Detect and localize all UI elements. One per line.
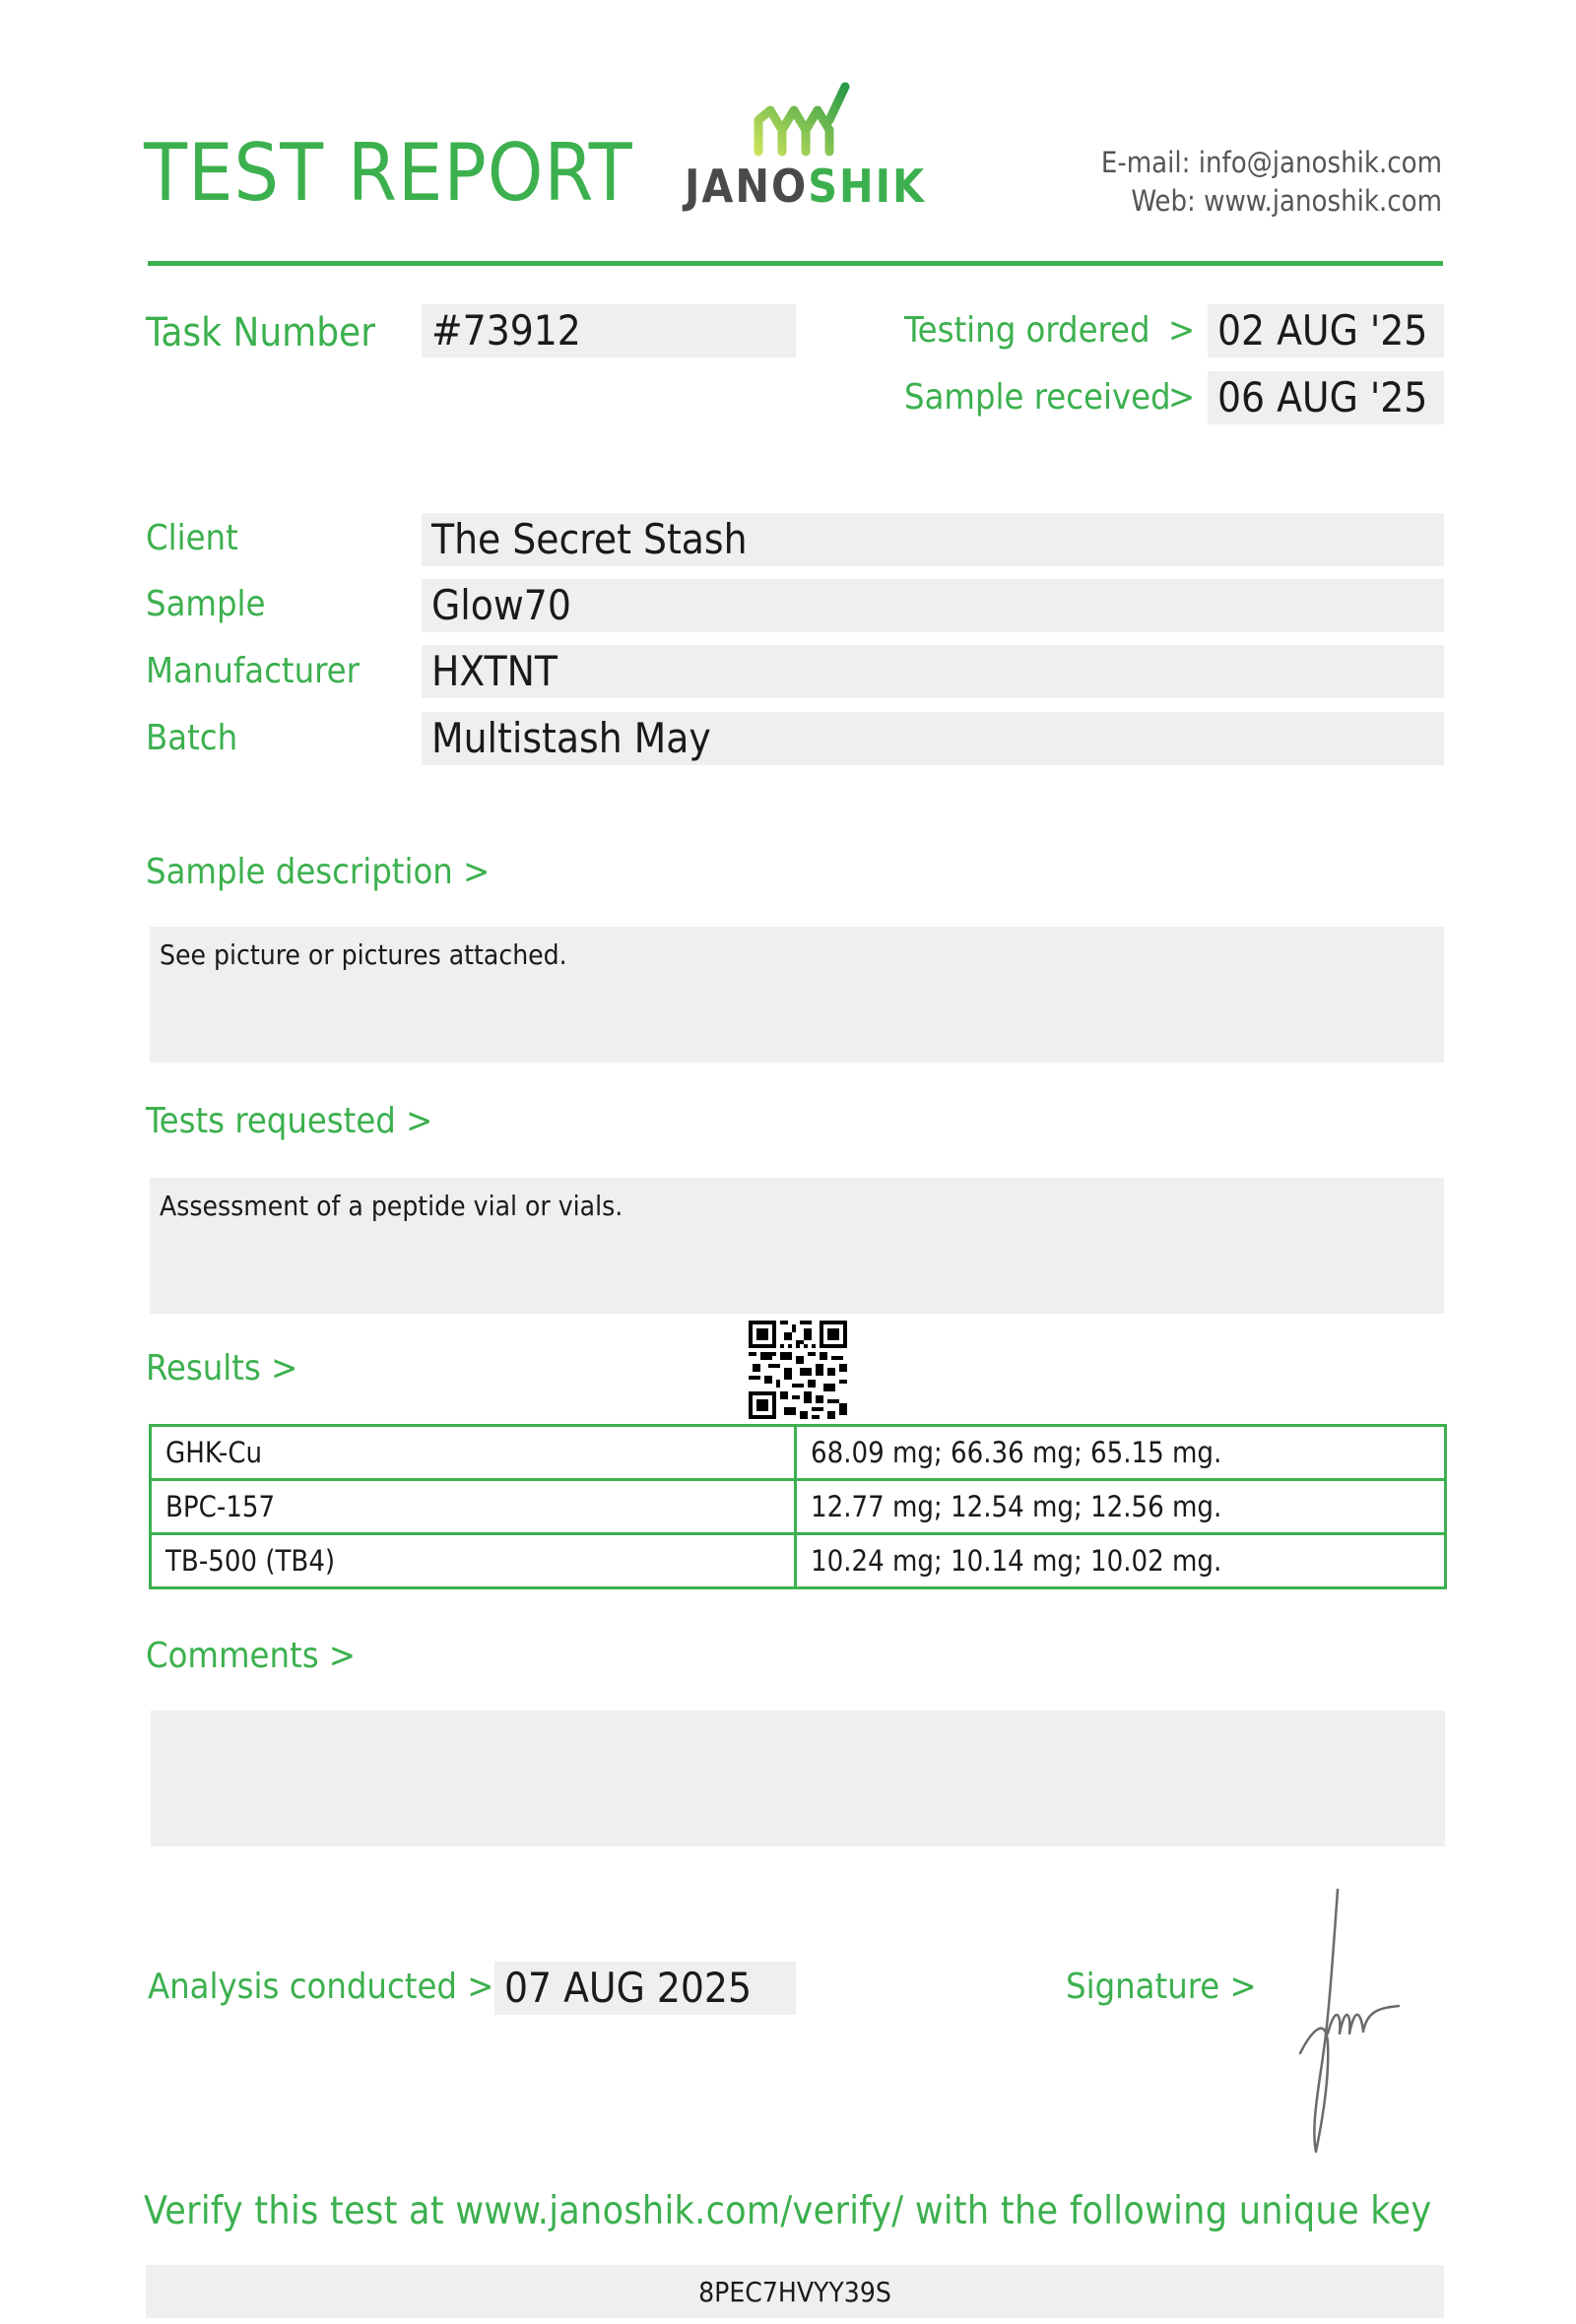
results-table <box>149 1424 1447 1589</box>
batch-value: Multistash May <box>422 712 1444 765</box>
client-value: The Secret Stash <box>422 513 1444 566</box>
analysis-conducted-value: 07 AUG 2025 <box>494 1962 796 2015</box>
table-row <box>151 1480 1446 1534</box>
manufacturer-value: HXTNT <box>422 645 1444 698</box>
testing-ordered-label: Testing ordered <box>904 310 1150 351</box>
logo-text-dark: JANO <box>685 160 809 213</box>
report-title: TEST REPORT <box>144 127 633 219</box>
tests-requested-text: Assessment of a peptide vial or vials. <box>150 1178 1444 1314</box>
result-value: 68.09 mg; 66.36 mg; 65.15 mg. <box>796 1426 1446 1480</box>
results-heading: Results > <box>146 1348 298 1388</box>
sample-value: Glow70 <box>422 579 1444 632</box>
sample-received-arrow: > <box>1168 377 1196 418</box>
comments-heading: Comments > <box>146 1636 356 1676</box>
sample-label: Sample <box>146 584 266 624</box>
sample-received-value: 06 AUG '25 <box>1208 371 1444 424</box>
result-value: 12.77 mg; 12.54 mg; 12.56 mg. <box>796 1480 1446 1534</box>
email-line[interactable]: E-mail: info@janoshik.com <box>1100 146 1442 179</box>
web-line[interactable]: Web: www.janoshik.com <box>1131 184 1442 218</box>
testing-ordered-value: 02 AUG '25 <box>1208 304 1444 357</box>
sample-description-text: See picture or pictures attached. <box>150 927 1444 1063</box>
result-compound: BPC-157 <box>151 1480 796 1534</box>
tests-requested-heading: Tests requested > <box>146 1101 433 1141</box>
contact-info <box>1101 144 1442 221</box>
task-number-value: #73912 <box>422 304 796 357</box>
manufacturer-label: Manufacturer <box>146 651 360 691</box>
verify-instructions: Verify this test at www.janoshik.com/verify/ with the following unique key <box>144 2189 1432 2233</box>
batch-label: Batch <box>146 718 238 758</box>
signature-label: Signature > <box>1066 1967 1257 2007</box>
result-compound: TB-500 (TB4) <box>151 1534 796 1588</box>
table-row <box>151 1426 1446 1480</box>
logo-wordmark <box>685 160 927 213</box>
result-compound: GHK-Cu <box>151 1426 796 1480</box>
testing-ordered-arrow: > <box>1168 310 1196 351</box>
task-number-label: Task Number <box>146 310 375 355</box>
result-value: 10.24 mg; 10.14 mg; 10.02 mg. <box>796 1534 1446 1588</box>
sample-received-label: Sample received <box>904 377 1171 418</box>
unique-key: 8PEC7HVYY39S <box>146 2265 1444 2318</box>
client-label: Client <box>146 518 238 558</box>
header-divider <box>148 261 1443 266</box>
table-row <box>151 1534 1446 1588</box>
handwritten-signature <box>1290 1886 1409 2162</box>
analysis-conducted-label: Analysis conducted > <box>148 1967 494 2007</box>
qr-code-icon[interactable] <box>749 1321 847 1419</box>
sample-description-heading: Sample description > <box>146 852 491 892</box>
comments-text <box>151 1711 1445 1846</box>
logo-text-green: SHIK <box>808 160 927 213</box>
